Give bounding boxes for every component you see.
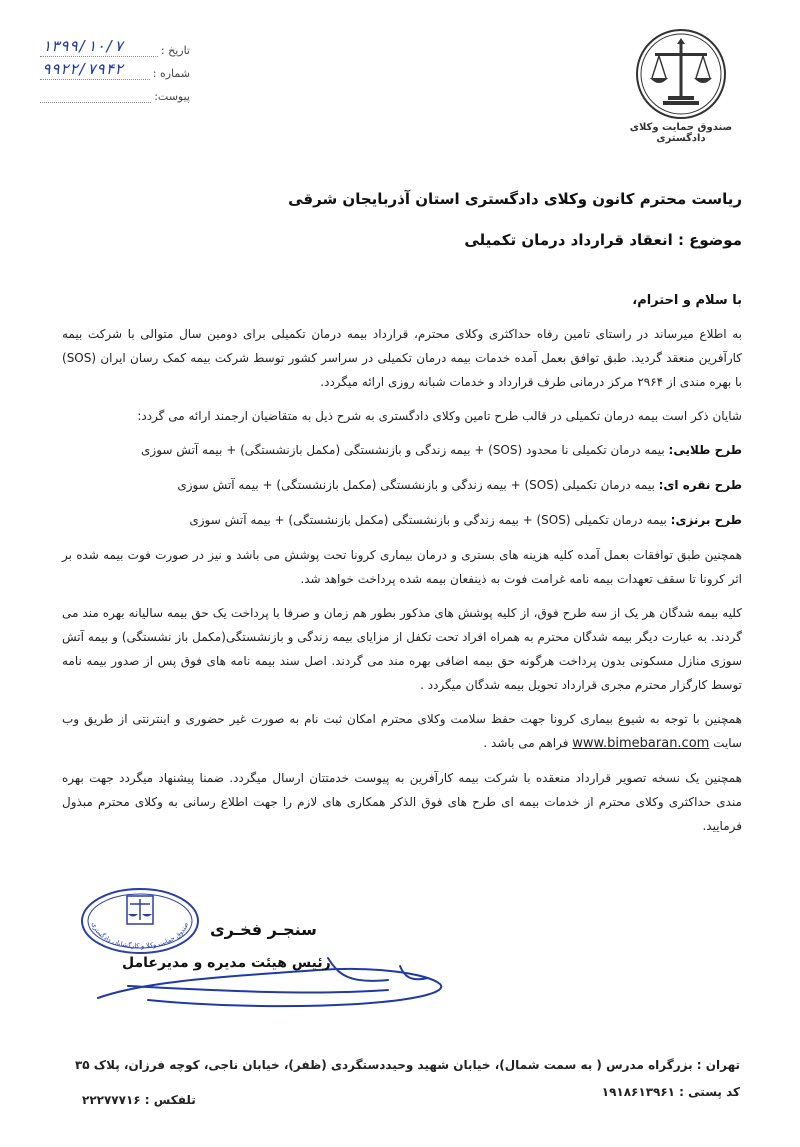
plan-bronze: طرح برنزی: بیمه درمان تکمیلی (SOS) + بیمه زندگی و بازنشستگی (مکمل بازنشستگی) + بیمه آتش سوزی bbox=[189, 513, 742, 527]
signer-title: رئیس هیئت مدیره و مدیرعامل bbox=[122, 955, 331, 971]
greeting: با سلام و احترام، bbox=[632, 293, 742, 308]
paragraph-intro: به اطلاع میرساند در راستای تامین رفاه حداکثری وکلای محترم، قرارداد بیمه درمان تکمیلی برای دومین سال متوالی با شرکت بیمه کارآفرین منعقد گردید. طبق توافق بعمل آمده خدمات بیمه درمان تکمیلی در سراسر کشور توسط شرکت بیمه کمک رسان ایران (SOS) با بهره مندی از ۲۹۶۴ مرکز درمانی طرف قرارداد و خدمات شبانه روزی ارائه میگردد. bbox=[62, 327, 742, 389]
stamp-text: صندوق حمایت وکلا و کارگشایان دادگستری bbox=[90, 921, 190, 951]
addressee: ریاست محترم کانون وکلای دادگستری استان آذربایجان شرقی bbox=[288, 190, 742, 208]
footer-address: تهران : بزرگراه مدرس ( به سمت شمال)، خیابان شهید وحیددستگردی (ظفر)، خیابان ناجی، کوچه فرزان، پلاک ۳۵ bbox=[74, 1058, 740, 1072]
attachment-row bbox=[40, 80, 190, 103]
paragraph-plans-intro: شایان ذکر است بیمه درمان تکمیلی در قالب طرح تامین وکلای دادگستری به شرح ذیل به متقاضیان ارجمند ارائه می گردد: bbox=[137, 409, 742, 423]
plan-name: طرح طلایی: bbox=[668, 443, 742, 457]
number-value: ۹۹۲۲/۷۹۴۲ bbox=[42, 60, 124, 78]
paragraph-covid-coverage: همچنین طبق توافقات بعمل آمده کلیه هزینه های بستری و درمان بیماری کرونا تحت پوشش می باشد و نیز در صورت فوت بیمه شده بر اثر کرونا تا سقف تعهدات بیمه نامه غرامت فوت به ذینفعان بیمه شده پرداخت خواهد شد. bbox=[62, 548, 742, 586]
handwritten-signature-icon bbox=[88, 940, 468, 1020]
plan-gold: طرح طلایی: بیمه درمان تکمیلی نا محدود (SOS) + بیمه زندگی و بازنشستگی (مکمل بازنشستگی) + بیمه آتش سوزی bbox=[141, 443, 742, 457]
paragraph-closing: همچنین یک نسخه تصویر قرارداد منعقده با شرکت بیمه کارآفرین به پیوست خدمتتان ارسال میگردد. ضمنا پیشنهاد میگردد جهت بهره مندی حداکثری وکلای محترم از خدمات بیمه ای طرح های فوق الذکر همکاری های لازم را جهت اطلاع رسانی به وکلای محترم مبذول فرمایید. bbox=[62, 771, 742, 833]
footer-postal-code: کد پستی : ۱۹۱۸۶۱۳۹۶۱ bbox=[601, 1085, 740, 1099]
date-row bbox=[40, 34, 190, 57]
plan-name: طرح نقره ای: bbox=[658, 478, 742, 492]
signer-name: سنجـر فخـری bbox=[210, 920, 317, 939]
letter-body bbox=[62, 322, 742, 848]
number-label: شماره : bbox=[152, 67, 190, 80]
scales-of-justice-icon bbox=[635, 28, 727, 120]
date-label: تاریخ : bbox=[160, 44, 190, 57]
website-link[interactable]: www.bimebaran.com bbox=[572, 736, 710, 751]
footer-fax: تلفکس : ۲۲۲۷۷۷۱۶ bbox=[82, 1093, 196, 1107]
paragraph-benefits: کلیه بیمه شدگان هر یک از سه طرح فوق، از کلیه پوشش های مذکور بطور هم زمان و صرفا با پرداخت یک حق بیمه سالیانه بهره مند می گردند. به عبارت دیگر بیمه شدگان محترم به همراه افراد تحت تکفل از مزایای بیمه زندگی و بازنشستگی(مکمل باز نشستگی) و بیمه آتش سوزی منازل مسکونی بدون پرداخت هرگونه حق بیمه اضافی بهره مند می گردند. اصل سند بیمه نامه های فوق پس از صدور بیمه نامه توسط کارگزار محترم مجری قرارداد تحویل بیمه شدگان میگردد . bbox=[62, 606, 742, 692]
letter-meta bbox=[40, 34, 190, 103]
paragraph-registration: همچنین با توجه به شیوع بیماری کرونا جهت حفظ سلامت وکلای محترم امکان ثبت نام به صورت غیر حضوری و اینترنتی از طریق وب سایت www.bimebaran.com فراهم می باشد . bbox=[62, 712, 742, 751]
attachment-label: پیوست: bbox=[154, 90, 190, 103]
plan-silver: طرح نقره ای: بیمه درمان تکمیلی (SOS) + بیمه زندگی و بازنشستگی (مکمل بازنشستگی) + بیمه آتش سوزی bbox=[177, 478, 742, 492]
plan-name: طرح برنزی: bbox=[670, 513, 742, 527]
date-value: ۱۳۹۹/۱۰/۷ bbox=[42, 37, 124, 55]
number-row bbox=[40, 57, 190, 80]
organization-logo bbox=[606, 28, 756, 144]
logo-caption: صندوق حمایت وکلای دادگستری bbox=[629, 122, 733, 144]
subject: موضوع : انعقاد قرارداد درمان تکمیلی bbox=[464, 231, 742, 249]
